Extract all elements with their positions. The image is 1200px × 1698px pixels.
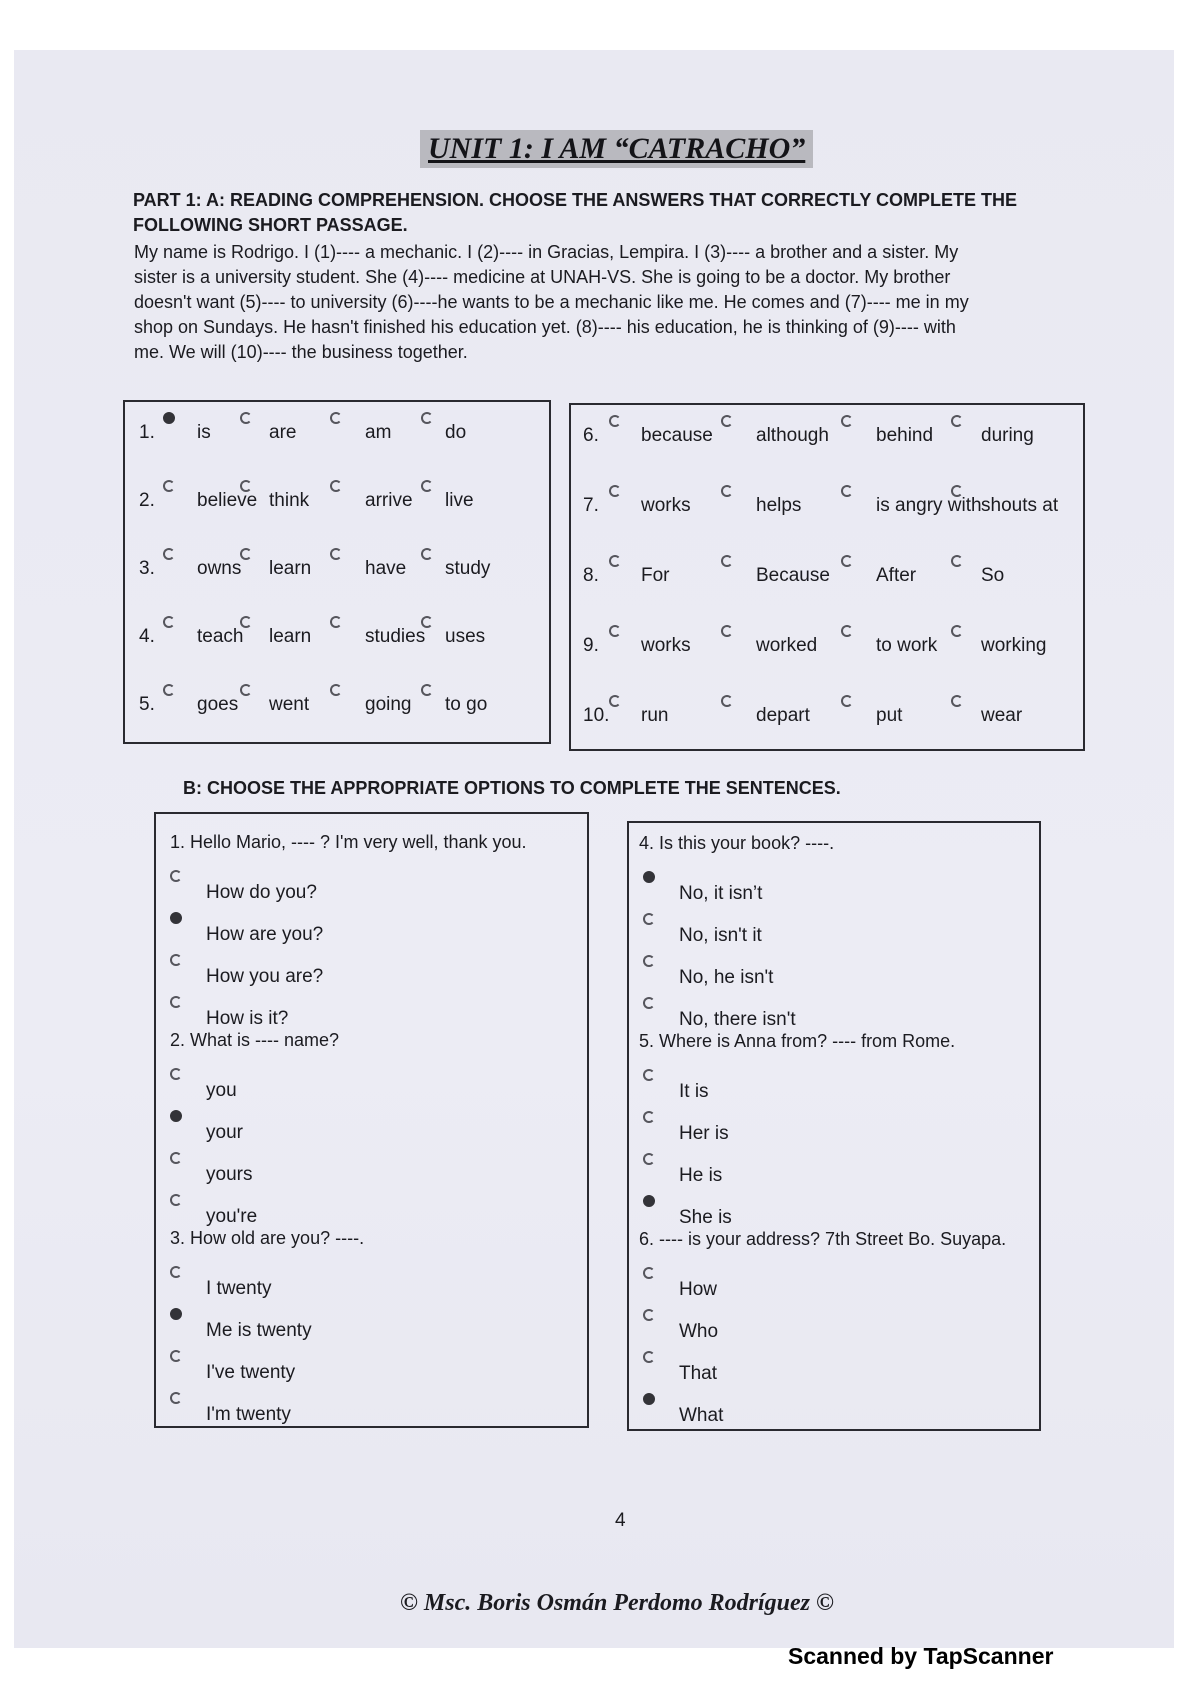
- radio-button[interactable]: [643, 871, 655, 883]
- option-label: arrive: [365, 490, 413, 511]
- question-number: 8.: [583, 565, 599, 586]
- option-label: because: [641, 425, 713, 446]
- radio-button[interactable]: [643, 1153, 655, 1165]
- option-label: you're: [206, 1206, 258, 1227]
- radio-button[interactable]: [170, 1266, 182, 1278]
- radio-button[interactable]: [170, 1194, 182, 1206]
- radio-button[interactable]: [643, 955, 655, 967]
- part-a-heading-line1: PART 1: A: READING COMPREHENSION. CHOOSE THE ANSWERS THAT CORRECTLY COMPLETE THE: [133, 190, 1018, 210]
- radio-button[interactable]: [643, 997, 655, 1009]
- option-label: No, it isn’t: [679, 883, 763, 904]
- option-label: uses: [445, 626, 486, 647]
- radio-button[interactable]: [643, 1111, 655, 1123]
- part-a-heading: [133, 188, 1017, 238]
- radio-button[interactable]: [421, 480, 433, 492]
- radio-button[interactable]: [721, 695, 733, 707]
- radio-button[interactable]: [163, 684, 175, 696]
- radio-button[interactable]: [330, 480, 342, 492]
- option-label: your: [206, 1122, 243, 1143]
- option-label: That: [679, 1363, 718, 1384]
- option-label: shouts at: [981, 495, 1059, 516]
- radio-button[interactable]: [170, 954, 182, 966]
- radio-button[interactable]: [643, 1267, 655, 1279]
- radio-button[interactable]: [330, 616, 342, 628]
- radio-button[interactable]: [170, 996, 182, 1008]
- option-label: to go: [445, 694, 488, 715]
- option-label: think: [269, 490, 310, 511]
- option-label: Who: [679, 1321, 719, 1342]
- option-label: during: [981, 425, 1034, 446]
- radio-button[interactable]: [240, 412, 252, 424]
- question-text: 1. Hello Mario, ---- ? I'm very well, thank you.: [170, 832, 527, 852]
- question-number: 1.: [139, 422, 155, 443]
- option-label: depart: [756, 705, 810, 726]
- question-text: 4. Is this your book? ----.: [639, 833, 835, 853]
- page-title: UNIT 1: I AM “CATRACHO”: [420, 130, 813, 168]
- radio-button[interactable]: [609, 695, 621, 707]
- part-b-left-questions-box: [154, 812, 589, 1428]
- option-label: is: [197, 422, 211, 443]
- option-label: How you are?: [206, 966, 324, 987]
- option-label: learn: [269, 558, 312, 579]
- radio-button[interactable]: [163, 616, 175, 628]
- option-label: teach: [197, 626, 244, 647]
- reading-passage: [134, 240, 969, 365]
- option-label: went: [269, 694, 310, 715]
- option-label: put: [876, 705, 903, 726]
- radio-button[interactable]: [643, 1393, 655, 1405]
- part-b-heading: B: CHOOSE THE APPROPRIATE OPTIONS TO COMPLETE THE SENTENCES.: [183, 778, 841, 798]
- radio-button[interactable]: [421, 412, 433, 424]
- option-label: It is: [679, 1081, 709, 1102]
- option-label: I twenty: [206, 1278, 272, 1299]
- radio-button[interactable]: [421, 616, 433, 628]
- radio-button[interactable]: [643, 1351, 655, 1363]
- option-label: After: [876, 565, 917, 586]
- question-row: [571, 693, 1083, 733]
- option-label: yours: [206, 1164, 253, 1185]
- question-row: [125, 410, 549, 450]
- option-label: I'm twenty: [206, 1404, 291, 1425]
- radio-button[interactable]: [240, 548, 252, 560]
- option-label: How is it?: [206, 1008, 289, 1029]
- radio-button[interactable]: [951, 695, 963, 707]
- passage-line: doesn't want (5)---- to university (6)----he wants to be a mechanic like me. He comes and (7)---- me in my: [134, 292, 969, 312]
- option-label: although: [756, 425, 829, 446]
- radio-button[interactable]: [721, 415, 733, 427]
- option-label: Me is twenty: [206, 1320, 312, 1341]
- question-number: 10.: [583, 705, 610, 726]
- scanned-by-label: Scanned by TapScanner: [788, 1643, 1054, 1669]
- option-label: goes: [197, 694, 239, 715]
- radio-button[interactable]: [240, 616, 252, 628]
- option-label: No, there isn't: [679, 1009, 796, 1030]
- radio-button[interactable]: [609, 625, 621, 637]
- option-label: study: [445, 558, 491, 579]
- radio-button[interactable]: [721, 555, 733, 567]
- option-label: going: [365, 694, 412, 715]
- radio-button[interactable]: [163, 480, 175, 492]
- radio-button[interactable]: [643, 1309, 655, 1321]
- radio-button[interactable]: [841, 555, 853, 567]
- question-number: 7.: [583, 495, 599, 516]
- option-label: learn: [269, 626, 312, 647]
- option-label: you: [206, 1080, 237, 1101]
- radio-button[interactable]: [330, 412, 342, 424]
- passage-line: My name is Rodrigo. I (1)---- a mechanic. I (2)---- in Gracias, Lempira. I (3)---- a brother and a sister. My: [134, 242, 959, 262]
- footer-copyright: © Msc. Boris Osmán Perdomo Rodríguez ©: [400, 1590, 834, 1616]
- part-b-right-questions-box: [627, 821, 1041, 1431]
- option-label: Her is: [679, 1123, 729, 1144]
- passage-line: sister is a university student. She (4)---- medicine at UNAH-VS. She is going to be a doctor. My brother: [134, 267, 951, 287]
- passage-line: me. We will (10)---- the business together.: [134, 342, 468, 362]
- radio-button[interactable]: [951, 555, 963, 567]
- option-label: So: [981, 565, 1005, 586]
- option-label: He is: [679, 1165, 723, 1186]
- question-text: 3. How old are you? ----.: [170, 1228, 365, 1248]
- radio-button[interactable]: [240, 480, 252, 492]
- radio-button[interactable]: [609, 485, 621, 497]
- option-label: wear: [981, 705, 1023, 726]
- question-number: 2.: [139, 490, 155, 511]
- option-label: Because: [756, 565, 830, 586]
- radio-button[interactable]: [841, 415, 853, 427]
- radio-button[interactable]: [170, 912, 182, 924]
- radio-button[interactable]: [643, 1195, 655, 1207]
- option-label: No, isn't it: [679, 925, 762, 946]
- radio-button[interactable]: [330, 684, 342, 696]
- option-label: How are you?: [206, 924, 324, 945]
- option-label: She is: [679, 1207, 732, 1228]
- option-label: to work: [876, 635, 938, 656]
- radio-button[interactable]: [841, 485, 853, 497]
- question-row: [571, 413, 1083, 453]
- radio-button[interactable]: [163, 548, 175, 560]
- option-label: works: [641, 635, 691, 656]
- page-number: 4: [615, 1510, 626, 1531]
- radio-button[interactable]: [240, 684, 252, 696]
- question-row: [125, 478, 549, 518]
- option-label: is angry with: [876, 495, 982, 516]
- option-label: studies: [365, 626, 426, 647]
- radio-button[interactable]: [951, 485, 963, 497]
- radio-button[interactable]: [721, 485, 733, 497]
- radio-button[interactable]: [170, 1110, 182, 1122]
- option-label: behind: [876, 425, 934, 446]
- option-label: helps: [756, 495, 802, 516]
- passage-line: shop on Sundays. He hasn't finished his education yet. (8)---- his education, he is thinking of (9)---- with: [134, 317, 956, 337]
- radio-button[interactable]: [841, 625, 853, 637]
- question-number: 9.: [583, 635, 599, 656]
- question-row: [125, 546, 549, 586]
- option-label: have: [365, 558, 407, 579]
- radio-button[interactable]: [721, 625, 733, 637]
- question-number: 3.: [139, 558, 155, 579]
- question-row: [571, 483, 1083, 523]
- option-label: run: [641, 705, 669, 726]
- option-label: What: [679, 1405, 724, 1426]
- option-label: works: [641, 495, 691, 516]
- option-label: owns: [197, 558, 242, 579]
- radio-button[interactable]: [421, 684, 433, 696]
- option-label: No, he isn't: [679, 967, 774, 988]
- radio-button[interactable]: [609, 555, 621, 567]
- radio-button[interactable]: [170, 1308, 182, 1320]
- question-number: 5.: [139, 694, 155, 715]
- question-row: [125, 682, 549, 722]
- radio-button[interactable]: [951, 625, 963, 637]
- radio-button[interactable]: [163, 412, 175, 424]
- option-label: do: [445, 422, 467, 443]
- option-label: am: [365, 422, 392, 443]
- option-label: believe: [197, 490, 258, 511]
- radio-button[interactable]: [170, 870, 182, 882]
- part-a-heading-line2: FOLLOWING SHORT PASSAGE.: [133, 215, 408, 235]
- radio-button[interactable]: [330, 548, 342, 560]
- question-text: 6. ---- is your address? 7th Street Bo. Suyapa.: [639, 1229, 1007, 1249]
- question-row: [125, 614, 549, 654]
- radio-button[interactable]: [170, 1392, 182, 1404]
- option-label: worked: [756, 635, 818, 656]
- option-label: working: [981, 635, 1047, 656]
- option-label: are: [269, 422, 297, 443]
- radio-button[interactable]: [951, 415, 963, 427]
- question-row: [571, 553, 1083, 593]
- radio-button[interactable]: [170, 1068, 182, 1080]
- option-label: For: [641, 565, 670, 586]
- question-number: 4.: [139, 626, 155, 647]
- option-label: I've twenty: [206, 1362, 296, 1383]
- radio-button[interactable]: [643, 913, 655, 925]
- question-text: 5. Where is Anna from? ---- from Rome.: [639, 1031, 956, 1051]
- radio-button[interactable]: [170, 1152, 182, 1164]
- part-a-left-options-box: [123, 400, 551, 744]
- radio-button[interactable]: [643, 1069, 655, 1081]
- part-a-right-options-box: [569, 403, 1085, 751]
- question-text: 2. What is ---- name?: [170, 1030, 340, 1050]
- radio-button[interactable]: [421, 548, 433, 560]
- radio-button[interactable]: [170, 1350, 182, 1362]
- radio-button[interactable]: [609, 415, 621, 427]
- question-row: [571, 623, 1083, 663]
- option-label: live: [445, 490, 474, 511]
- question-number: 6.: [583, 425, 599, 446]
- option-label: How do you?: [206, 882, 317, 903]
- radio-button[interactable]: [841, 695, 853, 707]
- option-label: How: [679, 1279, 718, 1300]
